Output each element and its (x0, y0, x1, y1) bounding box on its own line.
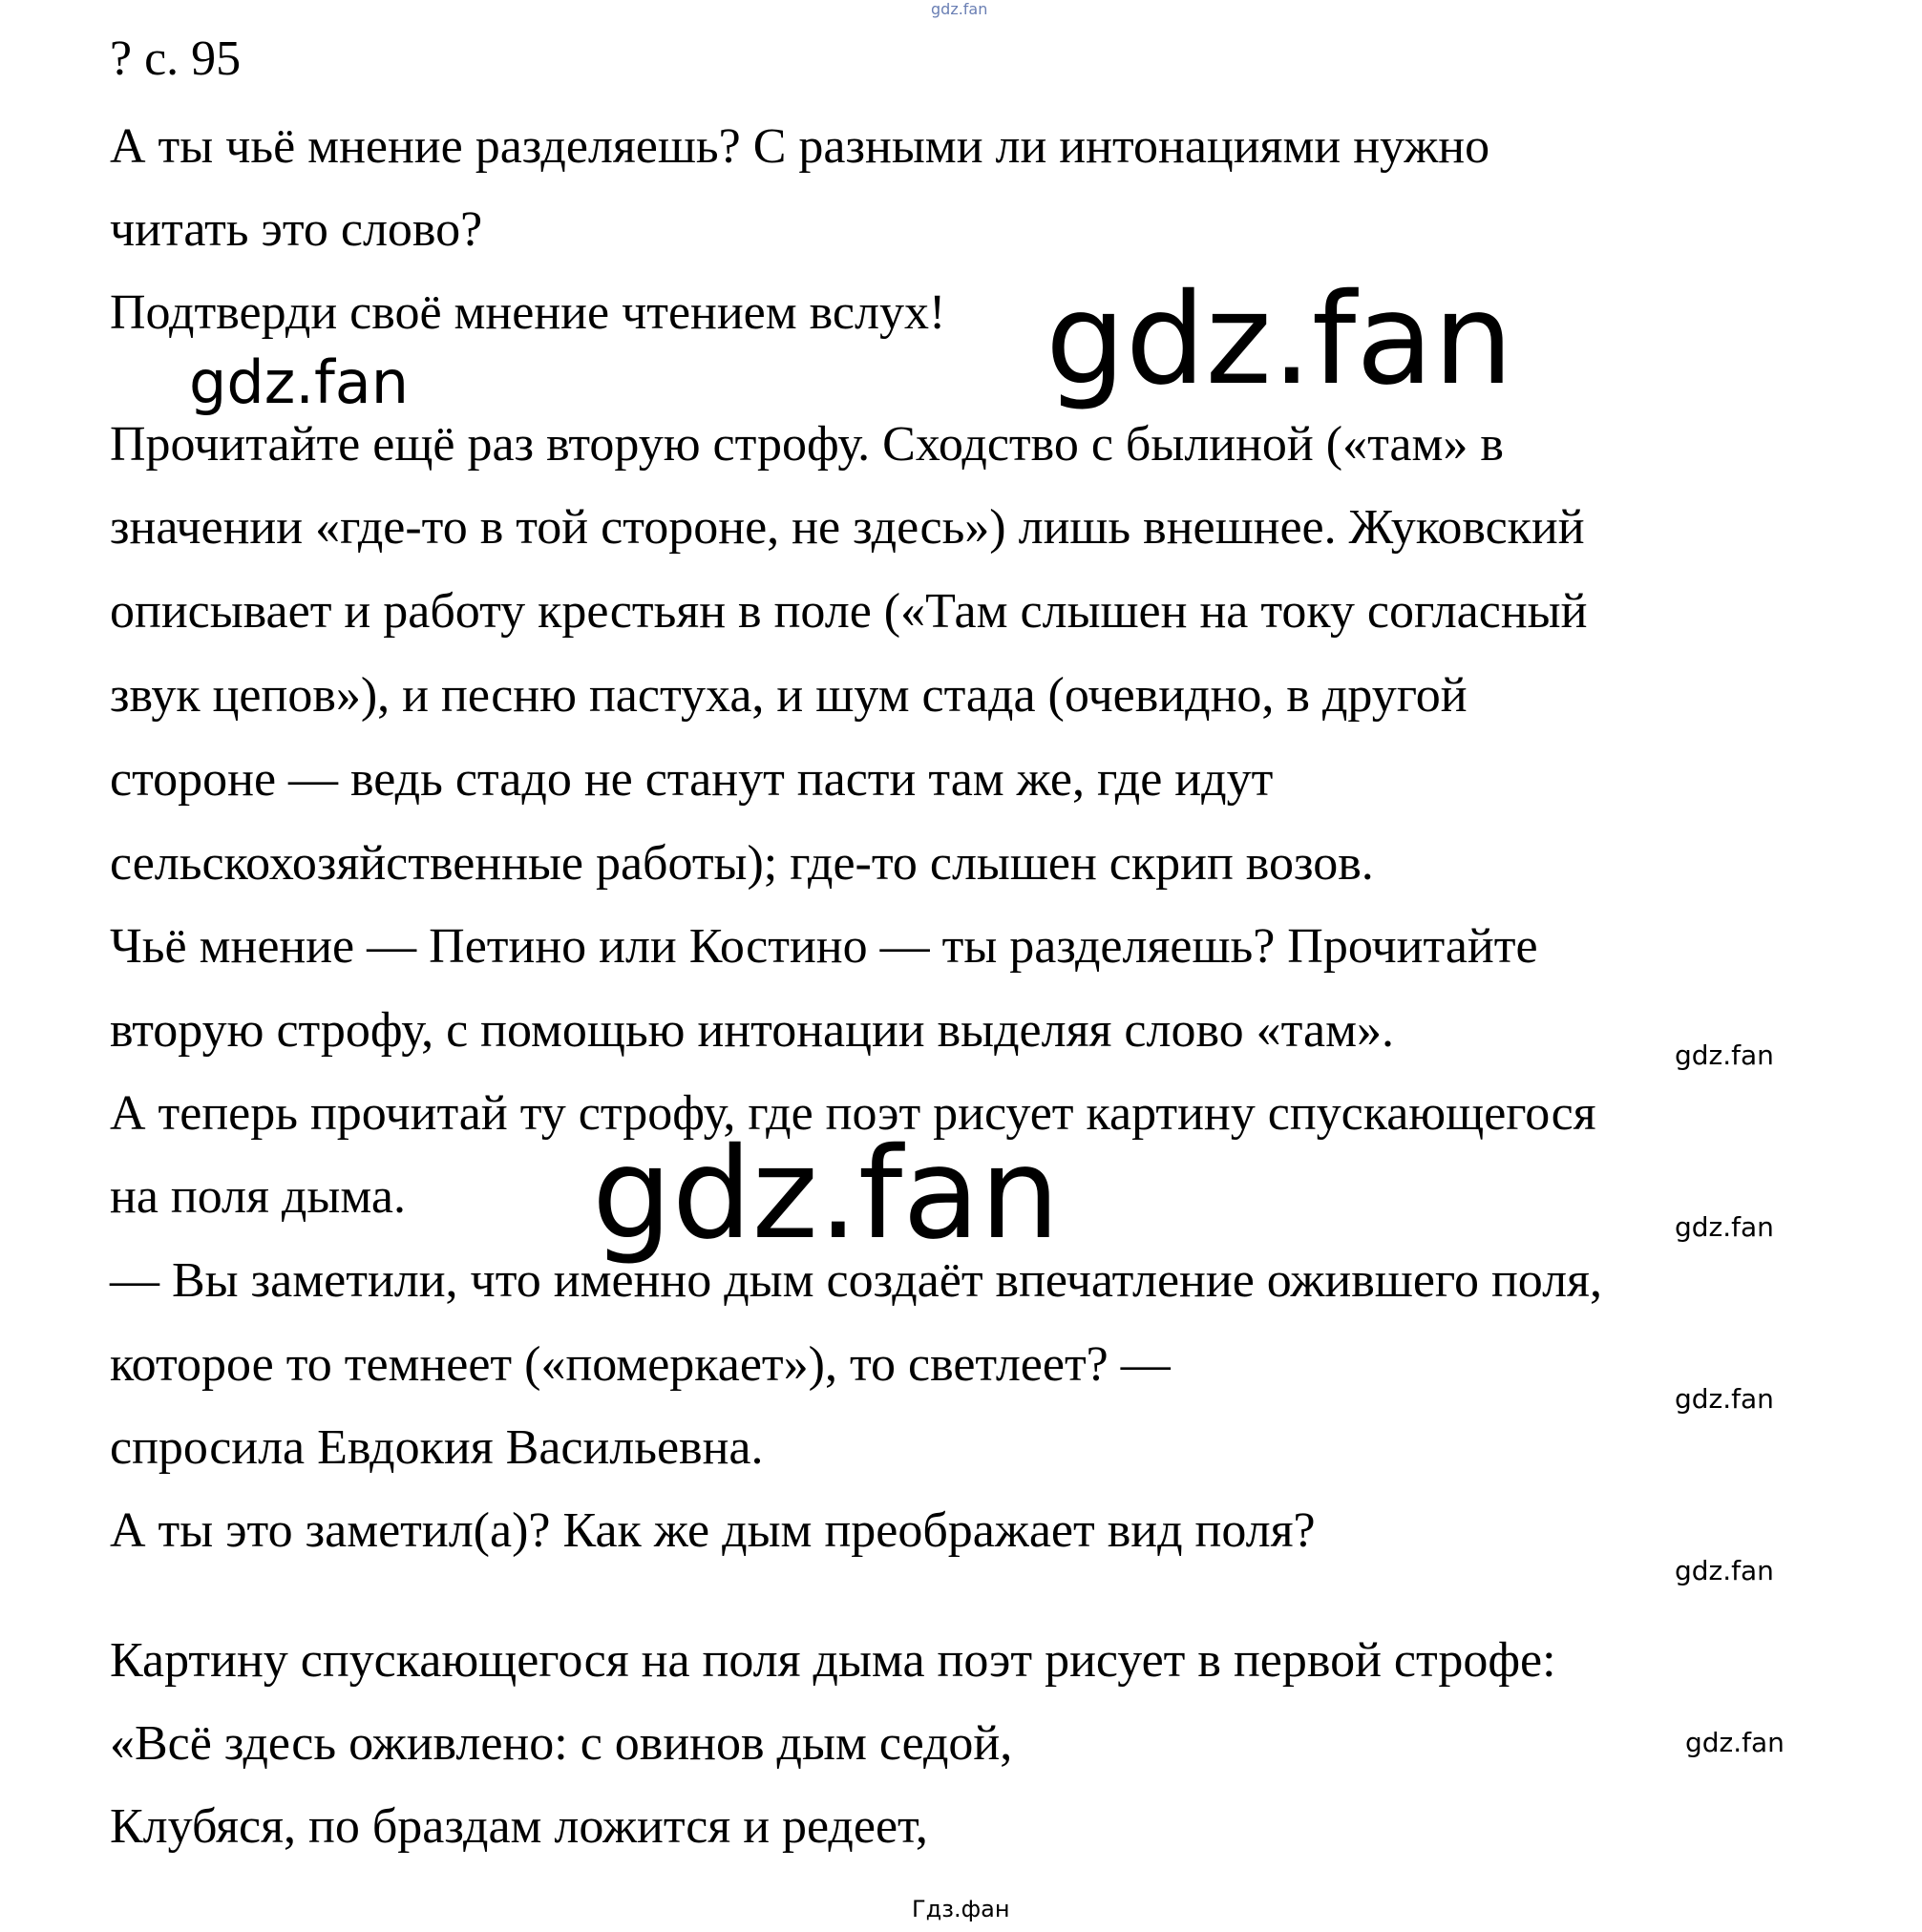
text-line: спросила Евдокия Васильевна. (110, 1420, 764, 1475)
watermark-small: gdz.fan (1675, 1555, 1774, 1586)
text-line: А теперь прочитай ту строфу, где поэт рисует картину спускающегося (110, 1086, 1596, 1141)
text-line: вторую строфу, с помощью интонации выделяя слово «там». (110, 1003, 1394, 1058)
watermark-tiny: gdz.fan (931, 0, 988, 18)
text-line: значении «где-то в той стороне, не здесь») лишь внешнее. Жуковский (110, 500, 1585, 555)
poem-line: «Всё здесь оживлено: с овинов дым седой, (110, 1716, 1013, 1771)
watermark-large: gdz.fan (1045, 266, 1513, 413)
poem-line: Клубяся, по браздам ложится и редеет, (110, 1799, 928, 1854)
text-line: Картину спускающегося на поля дыма поэт рисует в первой строфе: (110, 1633, 1556, 1688)
watermark-small: gdz.fan (1685, 1727, 1785, 1758)
text-line: которое то темнеет («померкает»), то светлеет? — (110, 1337, 1171, 1392)
watermark-large: gdz.fan (592, 1121, 1060, 1268)
text-line: Прочитайте ещё раз вторую строфу. Сходство с былиной («там» в (110, 417, 1504, 472)
watermark-medium: gdz.fan (189, 347, 410, 417)
text-line: Чьё мнение — Петино или Костино — ты разделяешь? Прочитайте (110, 919, 1538, 974)
text-line: А ты чьё мнение разделяешь? С разными ли интонациями нужно (110, 119, 1490, 174)
text-line: звук цепов»), и песню пастуха, и шум стада (очевидно, в другой (110, 668, 1468, 723)
watermark-small: gdz.fan (1675, 1383, 1774, 1415)
text-line: — Вы заметили, что именно дым создаёт впечатление ожившего поля, (110, 1253, 1602, 1308)
text-line: на поля дыма. (110, 1169, 406, 1224)
text-line: описывает и работу крестьян в поле («Там слышен на току согласный (110, 584, 1588, 639)
watermark-small: gdz.fan (1675, 1040, 1774, 1071)
text-line: А ты это заметил(а)? Как же дым преображает вид поля? (110, 1503, 1316, 1558)
page-reference: ? с. 95 (110, 32, 242, 86)
watermark-small: gdz.fan (1675, 1211, 1774, 1243)
text-line: стороне — ведь стадо не станут пасти там же, где идут (110, 752, 1274, 807)
text-line: Подтверди своё мнение чтением вслух! (110, 285, 946, 340)
footer-watermark: Гдз.фан (912, 1896, 1010, 1922)
text-line: читать это слово? (110, 202, 483, 257)
text-line: сельскохозяйственные работы); где-то слышен скрип возов. (110, 836, 1374, 891)
